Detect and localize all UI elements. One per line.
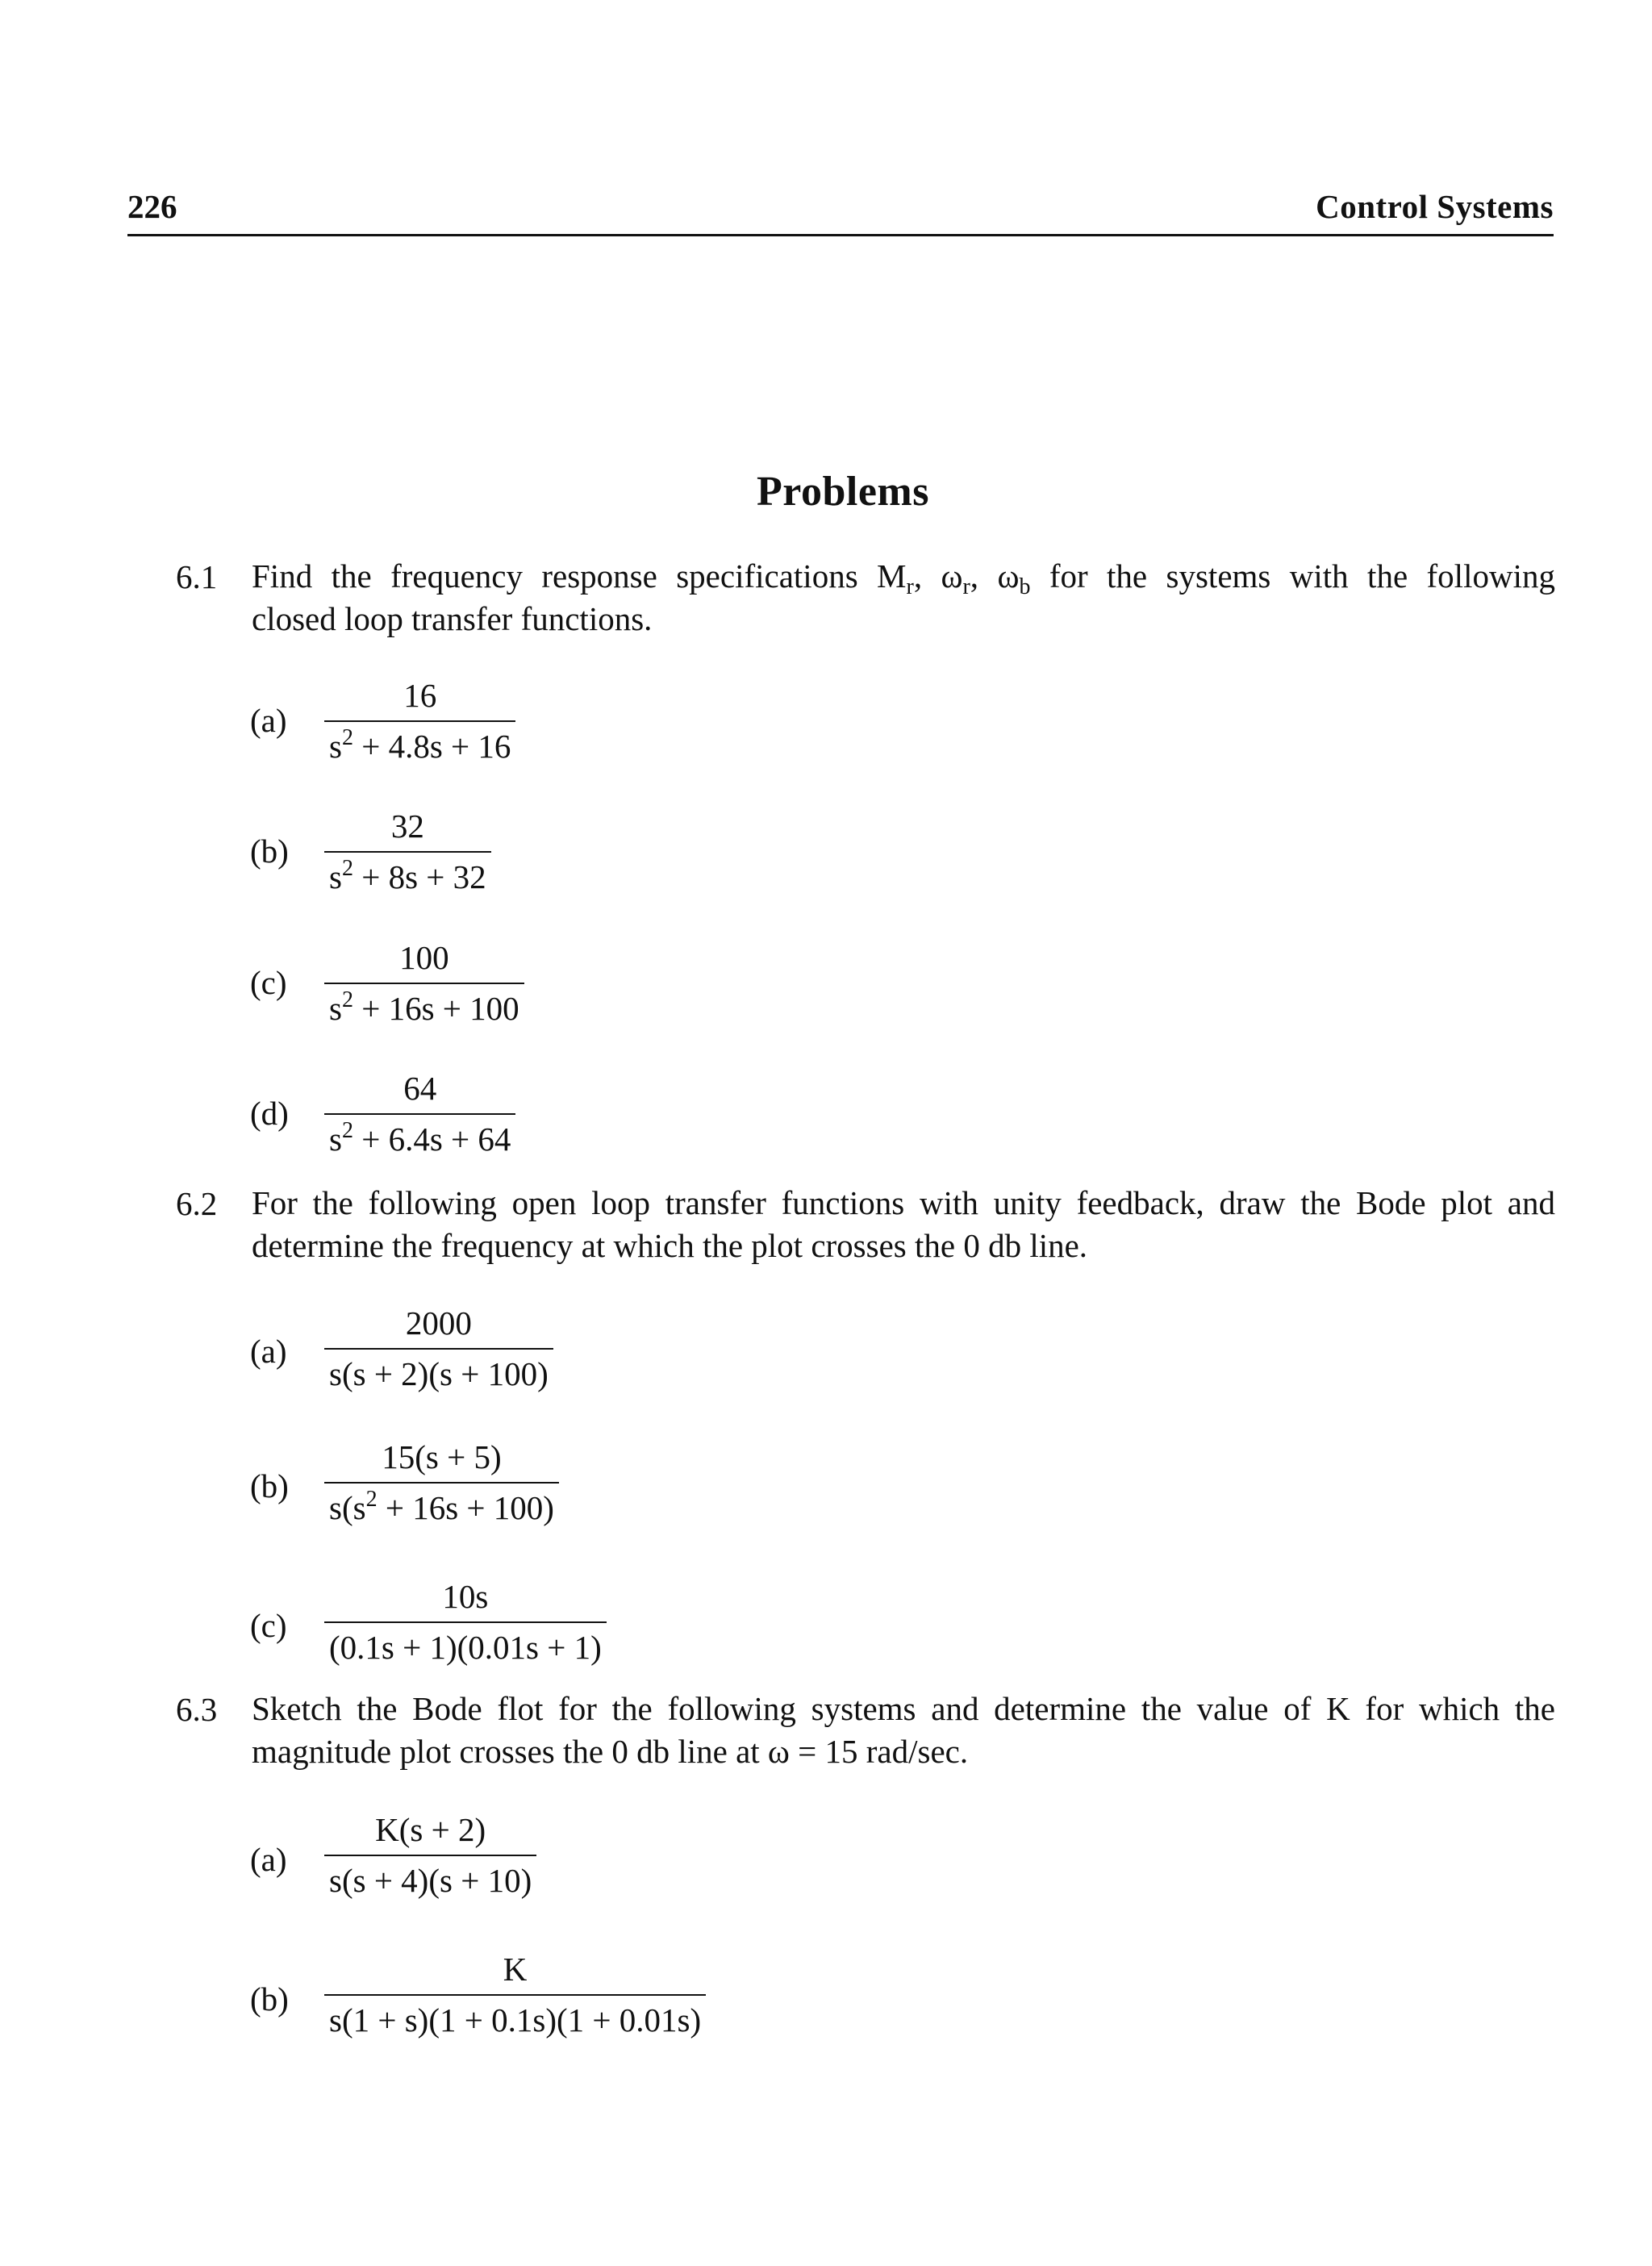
problem-6-2-text <box>252 1182 1555 1267</box>
denominator: (0.1s + 1)(0.01s + 1) <box>329 1629 602 1666</box>
denominator: s(s + 4)(s + 10) <box>329 1862 532 1899</box>
problem-6-1-number: 6.1 <box>176 558 218 595</box>
section-title: Problems <box>757 469 929 515</box>
text-run: Find the frequency response specifications M <box>252 557 907 595</box>
part-label: (b) <box>250 833 289 870</box>
part-label: (c) <box>250 964 287 1001</box>
text-run: , ω <box>913 557 963 595</box>
superscript: 2 <box>365 1487 378 1512</box>
text-run: , ω <box>970 557 1020 595</box>
text-run: s <box>329 728 342 765</box>
page-number: 226 <box>127 188 177 225</box>
transfer-function-fraction <box>324 941 524 1025</box>
numerator: 64 <box>403 1070 437 1107</box>
running-title: Control Systems <box>1316 188 1554 225</box>
text-run: + 8s + 32 <box>353 858 486 895</box>
subscript: b <box>1019 574 1031 599</box>
part-label: (a) <box>250 1333 287 1370</box>
problem-6-3-text <box>252 1688 1555 1773</box>
part-label: (a) <box>250 702 287 739</box>
subscript: r <box>962 574 970 599</box>
part-label: (c) <box>250 1607 287 1644</box>
header-rule <box>127 234 1554 236</box>
transfer-function-fraction <box>324 1304 553 1392</box>
text-run: s <box>329 1120 342 1158</box>
problem-6-1-text <box>252 555 1555 641</box>
denominator <box>324 1115 515 1156</box>
problem-6-3-line1: Sketch the Bode flot for the following systems and determine the value of K for which the <box>252 1690 1555 1727</box>
problem-6-2-line1: For the following open loop transfer functions with unity feedback, draw the Bode plot and <box>252 1184 1555 1221</box>
numerator: 15(s + 5) <box>382 1438 502 1475</box>
denominator <box>324 853 491 894</box>
superscript: 2 <box>341 987 353 1012</box>
denominator: s(1 + s)(1 + 0.1s)(1 + 0.01s) <box>329 2001 702 2039</box>
problem-6-1-line1 <box>252 555 1555 598</box>
part-label: (b) <box>250 1980 289 2018</box>
numerator: 16 <box>403 677 437 714</box>
denominator <box>324 1484 559 1525</box>
transfer-function-fraction <box>324 1072 515 1156</box>
transfer-function-fraction <box>324 679 515 763</box>
superscript: 2 <box>341 856 353 881</box>
denominator: s(s + 2)(s + 100) <box>329 1355 549 1392</box>
denominator <box>324 722 515 763</box>
numerator: 100 <box>399 939 449 976</box>
part-label: (d) <box>250 1095 289 1132</box>
superscript: 2 <box>341 725 353 750</box>
part-label: (a) <box>250 1841 287 1878</box>
transfer-function-fraction <box>324 807 491 895</box>
transfer-function-fraction <box>324 1580 607 1664</box>
transfer-function-fraction <box>324 1953 706 2037</box>
numerator: K <box>503 1951 528 1988</box>
numerator: K(s + 2) <box>375 1811 486 1848</box>
text-run: + 16s + 100 <box>353 990 519 1027</box>
problem-6-3-line2: magnitude plot crosses the 0 db line at ω = 15 rad/sec. <box>252 1733 969 1770</box>
problem-6-1-line2: closed loop transfer functions. <box>252 600 653 637</box>
numerator: 10s <box>442 1578 489 1615</box>
problem-6-2-number: 6.2 <box>176 1185 218 1222</box>
text-run: for the systems with the following <box>1030 557 1555 595</box>
numerator: 32 <box>390 807 424 845</box>
problem-6-2-line2: determine the frequency at which the plot crosses the 0 db line. <box>252 1227 1088 1264</box>
transfer-function-fraction <box>324 1813 536 1897</box>
text-run: + 4.8s + 16 <box>353 728 511 765</box>
problem-6-3-number: 6.3 <box>176 1691 218 1728</box>
numerator: 2000 <box>405 1304 472 1342</box>
transfer-function-fraction <box>324 1438 559 1526</box>
text-run: + 16s + 100) <box>377 1489 554 1526</box>
text-run: s <box>329 858 342 895</box>
text-run: + 6.4s + 64 <box>353 1120 511 1158</box>
part-label: (b) <box>250 1467 289 1504</box>
superscript: 2 <box>341 1118 353 1143</box>
subscript: r <box>906 574 914 599</box>
text-run: s(s <box>329 1489 366 1526</box>
denominator <box>324 984 524 1025</box>
text-run: s <box>329 990 342 1027</box>
